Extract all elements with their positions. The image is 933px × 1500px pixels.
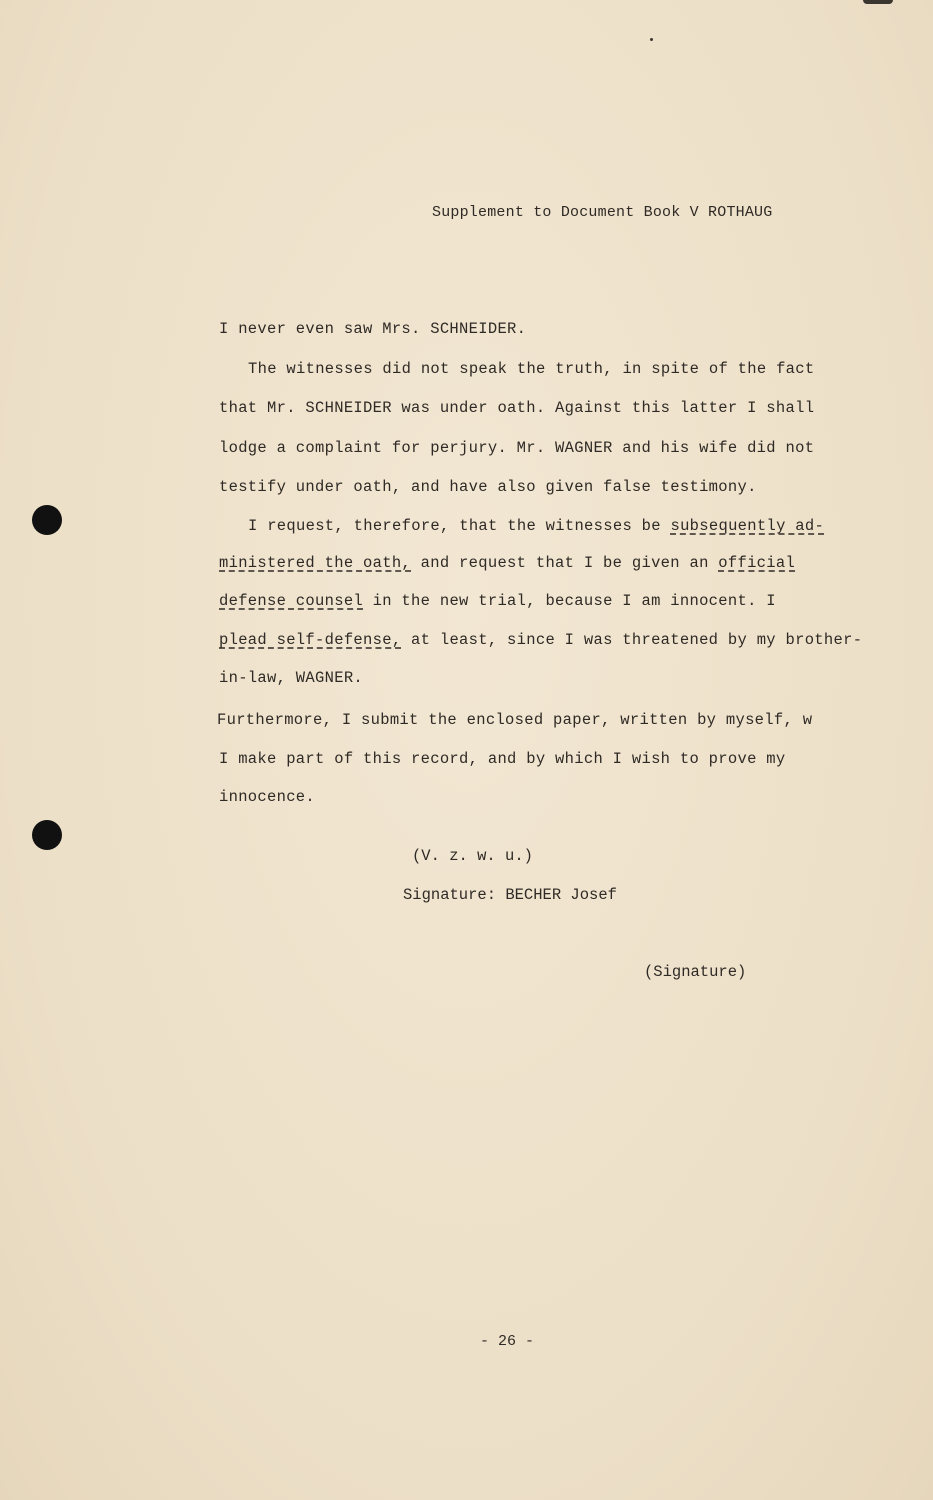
punch-hole-bottom [32,820,62,850]
text-line-12: I make part of this record, and by which I wish to prove my [219,750,786,768]
text-line-7 [219,554,795,572]
document-header: Supplement to Document Book V ROTHAUG [432,204,773,221]
text-segment: I request, therefore, that the witnesses be [248,517,671,535]
text-line-11: Furthermore, I submit the enclosed paper, written by myself, w [217,711,813,729]
signature-line: Signature: BECHER Josef [403,886,617,904]
text-segment: in the new trial, because I am innocent. I [363,592,776,610]
text-segment: at least, since I was threatened by my brother- [401,631,863,649]
text-line-1: I never even saw Mrs. SCHNEIDER. [219,320,527,338]
text-line-6 [248,517,824,535]
text-line-4: lodge a complaint for perjury. Mr. WAGNER and his wife did not [219,439,815,457]
text-line-2: The witnesses did not speak the truth, in spite of the fact [248,360,815,378]
underlined-phrase: defense counsel [219,592,364,610]
vzwu-note: (V. z. w. u.) [412,847,533,865]
text-line-13: innocence. [219,788,316,806]
page-number: - 26 - [480,1333,535,1350]
paper-speck [650,38,653,41]
text-line-5: testify under oath, and have also given false testimony. [219,478,757,496]
text-line-8 [219,592,776,610]
edge-mark [863,0,893,4]
signature-note: (Signature) [644,963,747,981]
underlined-phrase: ministered the oath, [219,554,412,572]
text-line-9 [219,631,862,649]
text-line-10: in-law, WAGNER. [219,669,364,687]
text-segment: and request that I be given an [411,554,719,572]
underlined-phrase: plead self-defense, [219,631,402,649]
punch-hole-top [32,505,62,535]
text-line-3: that Mr. SCHNEIDER was under oath. Against this latter I shall [219,399,815,417]
underlined-phrase: subsequently ad- [670,517,825,535]
underlined-phrase: official [718,554,796,572]
